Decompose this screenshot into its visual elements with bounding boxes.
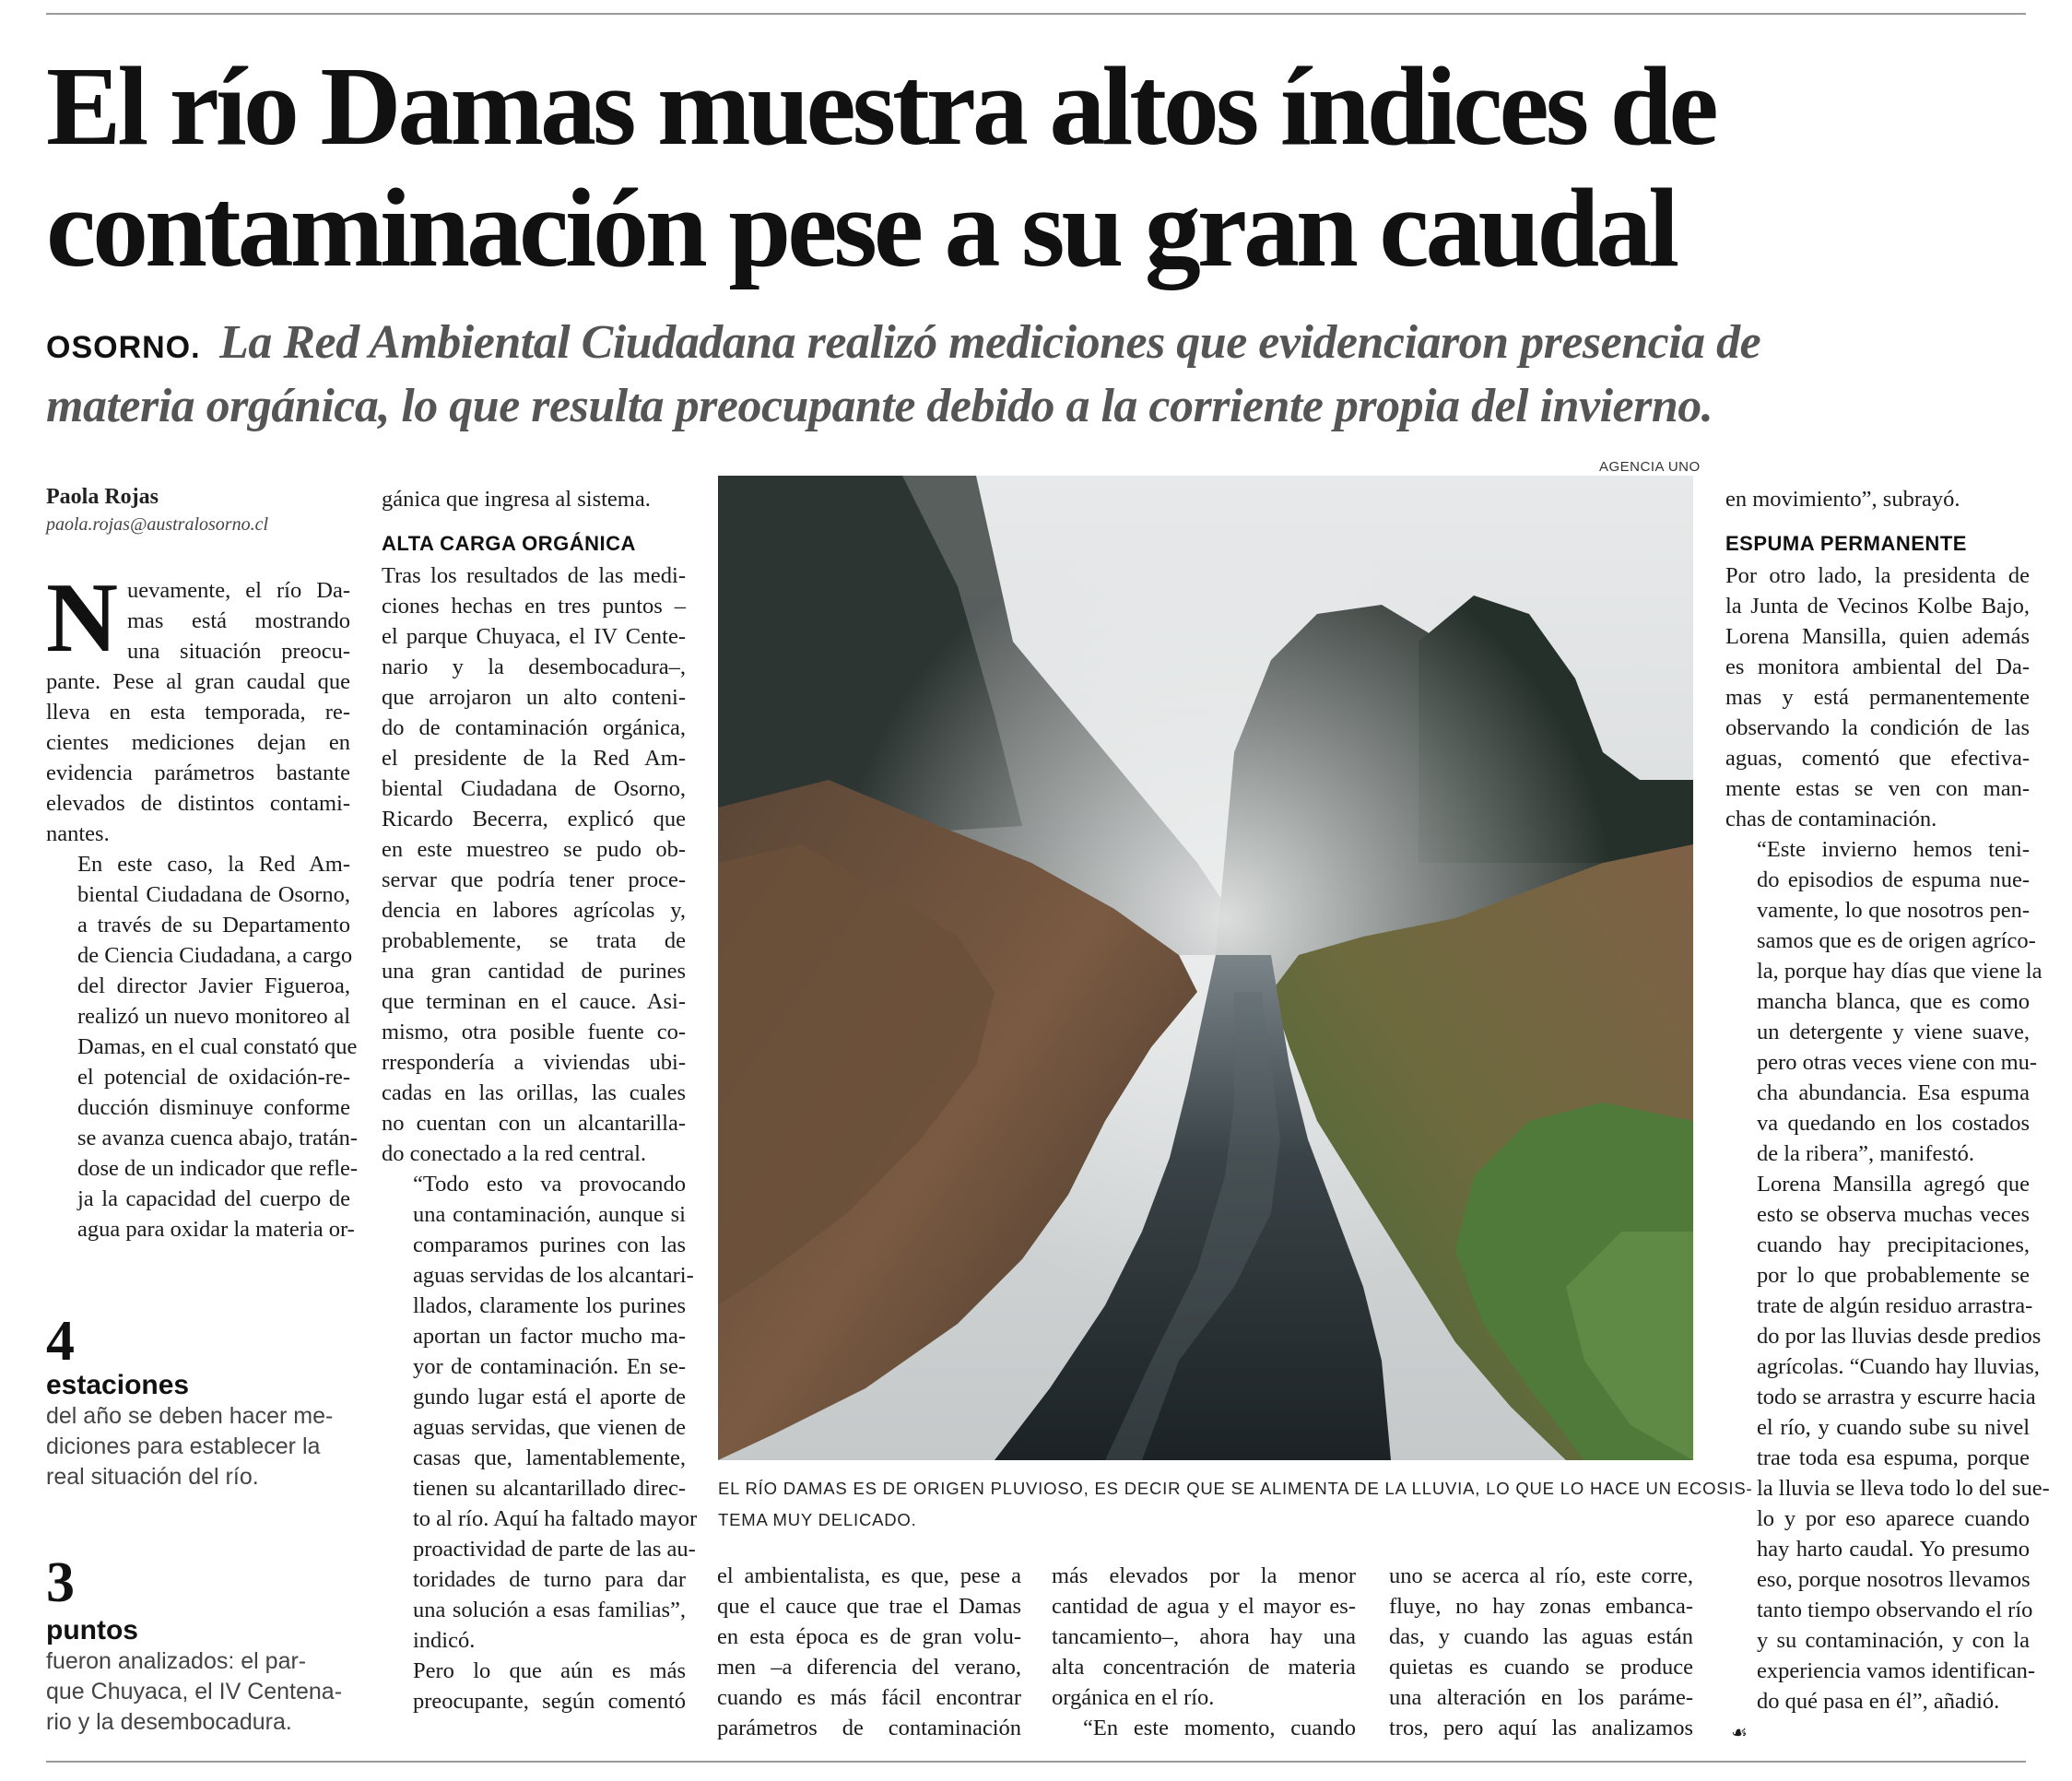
stat-description-line: rio y la desembocadura.	[46, 1709, 292, 1735]
text-line: chas de contaminación.	[1725, 807, 1937, 832]
dateline: OSORNO.	[46, 330, 201, 365]
paragraph	[382, 1656, 686, 1716]
paragraph	[382, 560, 686, 1169]
text-line: va quedando en los costados	[1757, 1111, 2030, 1136]
text-line: Lorena Mansilla, quien además	[1725, 624, 2030, 649]
text-line: cha abundancia. Esa espuma	[1757, 1080, 2030, 1105]
text-line: Por otro lado, la presidenta de	[1725, 563, 2030, 588]
text-line: pante. Pese al gran caudal que	[46, 669, 350, 694]
text-line: la lluvia se lleva todo lo del sue-	[1757, 1476, 2050, 1501]
text-line: el presidente de la Red Am-	[382, 746, 686, 771]
text-line: aguas servidas de los alcantari-	[413, 1263, 694, 1288]
text-line: una alteración en los paráme-	[1389, 1685, 1693, 1710]
paragraph	[1389, 1561, 1693, 1743]
photo-caption	[718, 1473, 1753, 1536]
section-subhead: ALTA CARGA ORGÁNICA	[382, 532, 636, 555]
text-line: cientes mediciones dejan en	[46, 730, 350, 755]
text-line: Ricardo Becerra, explicó que	[382, 807, 686, 832]
text-line: ducción disminuye conforme	[77, 1095, 350, 1120]
text-line: Lorena Mansilla agregó que	[1757, 1172, 2030, 1197]
text-line: das, y cuando las aguas están	[1389, 1624, 1693, 1649]
byline-email[interactable]: paola.rojas@australosorno.cl	[46, 514, 269, 535]
text-line: casas que, lamentablemente,	[413, 1445, 686, 1470]
paragraph	[1052, 1561, 1356, 1713]
text-line: mas y está permanentemente	[1725, 685, 2030, 710]
top-rule	[46, 13, 2026, 15]
article-column-6	[1725, 484, 2050, 1748]
text-line: uevamente, el río Da-	[127, 578, 350, 603]
text-line: samos que es de origen agríco-	[1757, 928, 2036, 953]
photo-credit: AGENCIA UNO	[1599, 459, 1701, 475]
text-line: gundo lugar está el aporte de	[413, 1385, 686, 1409]
text-line: por lo que probablemente se	[1757, 1263, 2030, 1288]
text-line: el río, y cuando sube su nivel	[1757, 1415, 2030, 1440]
text-line: do de contaminación orgánica,	[382, 715, 686, 740]
text-line: la, porque hay días que viene la	[1757, 959, 2043, 984]
text-line: “Todo esto va provocando	[413, 1172, 686, 1197]
text-line: “Este invierno hemos teni-	[1757, 837, 2030, 862]
drop-cap: N	[46, 563, 118, 673]
paragraph	[1725, 1169, 2050, 1748]
paragraph	[46, 563, 350, 849]
paragraph	[46, 849, 359, 1244]
paragraph	[1725, 834, 2043, 1169]
text-line: tanto tiempo observando el río	[1757, 1598, 2033, 1622]
text-line: men –a diferencia del verano,	[717, 1655, 1021, 1680]
stat-description-line: del año se deben hacer me-	[46, 1403, 334, 1429]
stat-description-line: diciones para establecer la	[46, 1433, 321, 1459]
text-line: una situación preocu-	[127, 639, 350, 664]
text-line: esto se observa muchas veces	[1757, 1202, 2030, 1227]
text-line: una solución a esas familias”,	[413, 1598, 686, 1622]
text-line: mancha blanca, que es como	[1757, 989, 2030, 1014]
byline-author: Paola Rojas	[46, 485, 159, 509]
text-line: observando la condición de las	[1725, 715, 2030, 740]
river-photo-illustration	[718, 476, 1693, 1460]
text-line: do conectado a la red central.	[382, 1141, 647, 1166]
bottom-rule	[46, 1761, 2026, 1763]
paragraph	[382, 1169, 698, 1656]
article-column-3	[717, 1561, 1021, 1743]
text-line: gánica que ingresa al sistema.	[382, 487, 651, 512]
text-line: pero otras veces viene con mu-	[1757, 1050, 2038, 1075]
text-line: aguas, comentó que efectiva-	[1725, 746, 2030, 771]
stat-description-line: fueron analizados: el par-	[46, 1648, 307, 1674]
text-line: en esta época es de gran volu-	[717, 1624, 1021, 1649]
stat-description-line: real situación del río.	[46, 1464, 259, 1490]
text-line: llados, claramente los purines	[413, 1293, 686, 1318]
text-line: es monitora ambiental del Da-	[1725, 655, 2030, 679]
text-line: de Ciencia Ciudadana, a cargo	[77, 943, 353, 968]
text-line: aportan un factor mucho ma-	[413, 1324, 686, 1349]
text-line: dencia en labores agrícolas y,	[382, 898, 686, 923]
text-line: proactividad de parte de las au-	[413, 1537, 696, 1562]
paragraph	[1725, 484, 2030, 514]
text-line: tros, pero aquí las analizamos	[1389, 1716, 1693, 1740]
text-line: Damas, en el cual constató que	[77, 1034, 358, 1059]
text-line: comparamos purines con las	[413, 1233, 686, 1257]
stat-number: 3	[46, 1551, 75, 1614]
headline-line-1: El río Damas muestra altos índices de	[46, 44, 1715, 169]
text-line: que arrojaron un alto conteni-	[382, 685, 686, 710]
caption-line-2: TEMA MUY DELICADO.	[718, 1510, 917, 1529]
stat-label: estaciones	[46, 1370, 190, 1400]
text-line: alta concentración de materia	[1052, 1655, 1356, 1680]
text-line: una gran cantidad de purines	[382, 959, 686, 984]
deck-text-1: La Red Ambiental Ciudadana realizó mediciones que evidenciaron presencia de	[219, 316, 1761, 369]
text-line: y su contaminación, y con la	[1757, 1628, 2030, 1653]
text-line: agua para oxidar la materia or-	[77, 1217, 355, 1242]
text-line: eso, porque nosotros llevamos	[1757, 1567, 2031, 1592]
text-line: yor de contaminación. En se-	[413, 1354, 686, 1379]
text-line: do por las lluvias desde predios	[1757, 1324, 2042, 1349]
headline	[46, 46, 2028, 289]
text-line: el ambientalista, es que, pese a	[717, 1563, 1021, 1588]
text-line: trate de algún residuo arrastra-	[1757, 1293, 2033, 1318]
article-column-2	[382, 484, 698, 1716]
article-column-4	[1052, 1561, 1356, 1743]
stat-description	[46, 1401, 350, 1492]
text-line: cuando hay precipitaciones,	[1757, 1233, 2030, 1257]
deck-line-2: materia orgánica, lo que resulta preocupante debido a la corriente propia del invierno.	[46, 380, 1713, 432]
text-line: mente estas se ven con man-	[1725, 776, 2030, 801]
text-line: realizó un nuevo monitoreo al	[77, 1004, 350, 1029]
text-line: más elevados por la menor	[1052, 1563, 1356, 1588]
text-line: do episodios de espuma nue-	[1757, 867, 2030, 892]
text-line: de la ribera”, manifestó.	[1757, 1141, 1975, 1166]
text-line: lleva en esta temporada, re-	[46, 700, 350, 725]
paragraph	[1052, 1713, 1356, 1743]
text-line: evidencia parámetros bastante	[46, 761, 350, 785]
text-line: probablemente, se trata de	[382, 928, 686, 953]
text-line: servar que podría tener proce-	[382, 867, 686, 892]
text-line: uno se acerca al río, este corre,	[1389, 1563, 1693, 1588]
text-line: do qué pasa en él”, añadió.	[1757, 1689, 2000, 1714]
text-line: tienen su alcantarillado direc-	[413, 1476, 686, 1501]
text-line: fluye, no hay zonas embanca-	[1389, 1594, 1693, 1619]
text-line: agrícolas. “Cuando hay lluvias,	[1757, 1354, 2040, 1379]
paragraph	[1725, 560, 2030, 834]
text-line: lo y por eso aparece cuando	[1757, 1506, 2030, 1531]
text-line: orgánica en el río.	[1052, 1685, 1215, 1710]
river-photo	[718, 476, 1693, 1460]
text-line: a través de su Departamento	[77, 913, 350, 938]
text-line: parámetros de contaminación	[717, 1716, 1021, 1740]
paragraph	[717, 1561, 1021, 1743]
end-mark-icon: ☙	[1731, 1721, 1748, 1743]
article-column-1	[46, 563, 359, 1244]
stat-label: puntos	[46, 1615, 138, 1645]
text-line: “En este momento, cuando	[1083, 1716, 1356, 1740]
stat-number: 4	[46, 1310, 75, 1373]
text-line: todo se arrastra y escurre hacia	[1757, 1385, 2036, 1409]
paragraph	[382, 484, 686, 514]
section-subhead: ESPUMA PERMANENTE	[1725, 532, 1967, 555]
text-line: cuando es más fácil encontrar	[717, 1685, 1021, 1710]
stat-description-line: que Chuyaca, el IV Centena-	[46, 1679, 343, 1704]
text-line: Tras los resultados de las medi-	[382, 563, 686, 588]
text-line: biental Ciudadana de Osorno,	[382, 776, 686, 801]
text-line: indicó.	[413, 1628, 476, 1653]
text-line: no cuentan con un alcantarilla-	[382, 1111, 686, 1136]
text-line: vamente, lo que nosotros pen-	[1757, 898, 2030, 923]
text-line: aguas servidas, que vienen de	[413, 1415, 686, 1440]
deck	[46, 313, 2028, 436]
text-line: que terminan en el cauce. Asi-	[382, 989, 686, 1014]
text-line: en movimiento”, subrayó.	[1725, 487, 1960, 512]
text-line: preocupante, según comentó	[413, 1689, 686, 1714]
stat-description	[46, 1646, 350, 1738]
text-line: nario y la desembocadura–,	[382, 655, 686, 679]
text-line: biental Ciudadana de Osorno,	[77, 882, 350, 907]
text-line: Pero lo que aún es más	[413, 1658, 686, 1683]
text-line: tancamiento–, ahora hay una	[1052, 1624, 1356, 1649]
text-line: el potencial de oxidación-re-	[77, 1065, 350, 1090]
article-column-5	[1389, 1561, 1693, 1743]
text-line: to al río. Aquí ha faltado mayor	[413, 1506, 698, 1531]
text-line: hay harto caudal. Yo presumo	[1757, 1537, 2030, 1562]
text-line: quietas es cuando se produce	[1389, 1655, 1693, 1680]
text-line: un detergente y viene suave,	[1757, 1020, 2030, 1044]
text-line: elevados de distintos contami-	[46, 791, 350, 816]
headline-line-2: contaminación pese a su gran caudal	[46, 166, 1677, 290]
text-line: el parque Chuyaca, el IV Cente-	[382, 624, 686, 649]
text-line: una contaminación, aunque si	[413, 1202, 686, 1227]
text-line: se avanza cuenca abajo, tratán-	[77, 1126, 359, 1150]
text-line: nantes.	[46, 821, 110, 846]
text-line: ciones hechas en tres puntos –	[382, 594, 686, 619]
text-line: dose de un indicador que refle-	[77, 1156, 359, 1181]
text-line: toridades de turno para dar	[413, 1567, 686, 1592]
text-line: cadas en las orillas, las cuales	[382, 1080, 686, 1105]
text-line: En este caso, la Red Am-	[77, 852, 350, 877]
text-line: mas está mostrando	[127, 608, 350, 633]
text-line: cantidad de agua y el mayor es-	[1052, 1594, 1356, 1619]
text-line: experiencia vamos identifican-	[1757, 1658, 2036, 1683]
text-line: mismo, otra posible fuente co-	[382, 1020, 686, 1044]
caption-line-1: EL RÍO DAMAS ES DE ORIGEN PLUVIOSO, ES DECIR QUE SE ALIMENTA DE LA LLUVIA, LO QUE LO HACE UN ECOSIS-	[718, 1479, 1753, 1498]
text-line: rrespondería a viviendas ubi-	[382, 1050, 686, 1075]
deck-line-1	[46, 313, 2028, 377]
text-line: en este muestreo se pudo ob-	[382, 837, 686, 862]
text-line: trae toda esa espuma, porque	[1757, 1445, 2030, 1470]
text-line: ja la capacidad del cuerpo de	[77, 1186, 350, 1211]
text-line: la Junta de Vecinos Kolbe Bajo,	[1725, 594, 2030, 619]
text-line: que el cauce que trae el Damas	[717, 1594, 1021, 1619]
text-line: del director Javier Figueroa,	[77, 973, 350, 998]
